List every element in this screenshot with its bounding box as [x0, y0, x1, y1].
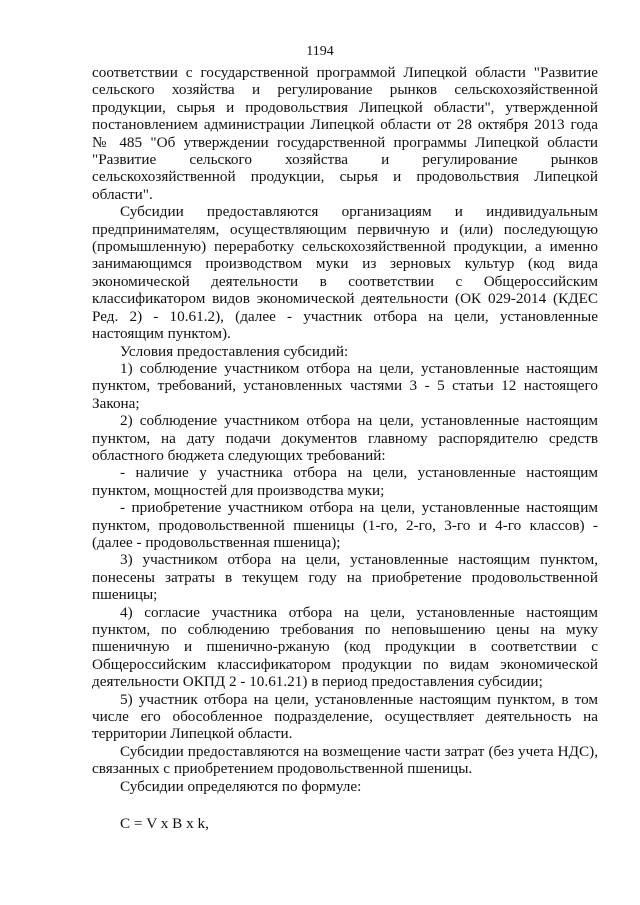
text-line: 2) соблюдение участником отбора на цели, установленные настоящим	[120, 412, 598, 430]
text-line: настоящим пунктом).	[92, 325, 231, 343]
text-line: постановлением администрации Липецкой области от 28 октября 2013 года	[92, 116, 598, 134]
text-line: пунктом, требований, установленных частями 3 - 5 статьи 12 настоящего	[92, 377, 598, 395]
text-line: Условия предоставления субсидий:	[120, 342, 349, 360]
text-line: Субсидии предоставляются организациям и индивидуальным	[120, 203, 598, 221]
text-line: пшеницы;	[92, 586, 158, 604]
text-line: пунктом, на дату подачи документов главному распорядителю средств	[92, 429, 598, 447]
text-line: 5) участник отбора на цели, установленные настоящим пунктом, в том	[120, 690, 598, 708]
text-line: пунктом, мощностей для производства муки;	[92, 481, 385, 499]
text-line: Ред. 2) - 10.61.2), (далее - участник отбора на цели, установленные	[92, 307, 598, 325]
text-line: связанных с приобретением продовольственной пшеницы.	[92, 760, 473, 778]
text-line: - приобретение участником отбора на цели, установленные настоящим	[120, 499, 598, 517]
text-line: числе его обособленное подразделение, осуществляет деятельность на	[92, 708, 598, 726]
text-line: сельскохозяйственной продукции, сырья и продовольствия Липецкой	[92, 168, 598, 186]
text-line: Общероссийским классификатором продукции по видам экономической	[92, 655, 598, 673]
text-line: пунктом, продовольственной пшеницы (1-го, 2-го, 3-го и 4-го классов) -	[92, 516, 598, 534]
text-line: экономической деятельности в соответствии с Общероссийским	[92, 272, 598, 290]
text-line: понесены затраты в текущем году на приобретение продовольственной	[92, 568, 598, 586]
text-line: пшеничную и пшенично-ржаную (код продукции в соответствии с	[92, 638, 598, 656]
text-line: продукции, сырья и продовольствия Липецкой области", утвержденной	[92, 98, 598, 116]
text-line: территории Липецкой области.	[92, 725, 293, 743]
text-line: 1) соблюдение участником отбора на цели, установленные настоящим	[120, 359, 598, 377]
text-line: соответствии с государственной программой Липецкой области "Развитие	[92, 64, 598, 81]
text-line: сельского хозяйства и регулирование рынков сельскохозяйственной	[92, 81, 598, 99]
text-line: области".	[92, 185, 153, 203]
formula: С = V x B x k,	[120, 815, 209, 833]
text-line: "Развитие сельского хозяйства и регулирование рынков	[92, 151, 598, 169]
text-line: № 485 "Об утверждении государственной программы Липецкой области	[92, 133, 598, 151]
text-line: (промышленную) переработку сельскохозяйственной продукции, а именно	[92, 238, 598, 256]
text-line: Субсидии предоставляются на возмещение части затрат (без учета НДС),	[120, 742, 598, 760]
text-line: занимающимся производством муки из зерновых культур (код вида	[92, 255, 598, 273]
body-text	[92, 64, 598, 832]
text-line: классификатором видов экономической деятельности (ОК 029-2014 (КДЕС	[92, 290, 598, 308]
text-line: Закона;	[92, 394, 140, 412]
text-line: деятельности ОКПД 2 - 10.61.21) в период предоставления субсидии;	[92, 673, 543, 691]
text-line: пунктом, по соблюдению требования по неповышению цены на муку	[92, 621, 598, 638]
text-line: 4) согласие участника отбора на цели, установленные настоящим	[120, 603, 598, 621]
text-line: 3) участником отбора на цели, установленные настоящим пунктом,	[120, 551, 598, 569]
text-line: предпринимателям, осуществляющим первичную и (или) последующую	[92, 220, 598, 238]
page-number: 1194	[306, 44, 334, 59]
text-line: - наличие у участника отбора на цели, установленные настоящим	[120, 464, 598, 482]
text-line: областного бюджета следующих требований:	[92, 446, 386, 464]
text-line: Субсидии определяются по формуле:	[120, 777, 362, 795]
text-line: (далее - продовольственная пшеница);	[92, 533, 341, 551]
